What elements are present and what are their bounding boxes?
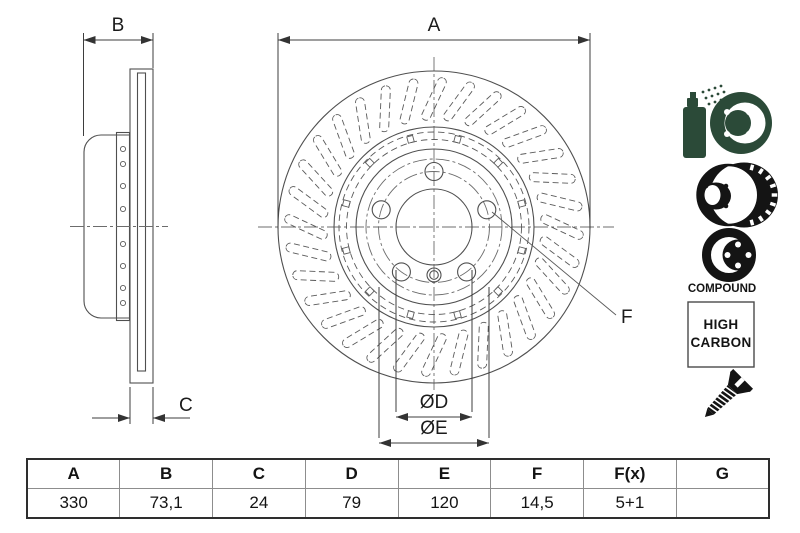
header-cell-e: E: [398, 459, 491, 489]
value-cell-f: 14,5: [491, 489, 584, 519]
high-carbon-badge: [688, 302, 754, 367]
dim-label-b: B: [111, 15, 125, 36]
compound-label: COMPOUND: [687, 283, 757, 295]
hub-bolt: [724, 184, 729, 189]
hub-hole: [724, 109, 730, 115]
dim-label-c: C: [179, 395, 193, 416]
coated-disc-spray-icon: [683, 85, 772, 158]
header-cell-b: B: [120, 459, 213, 489]
header-cell-f: F: [491, 459, 584, 489]
hub-bolt: [704, 184, 709, 189]
value-cell-c: 24: [213, 489, 306, 519]
side-view: [70, 15, 193, 424]
hub-hole: [725, 252, 731, 258]
high-carbon-line1: HIGH: [703, 317, 739, 332]
disc-plates: [130, 69, 153, 383]
dimension-table: [26, 458, 770, 519]
high-carbon-line2: CARBON: [690, 335, 752, 350]
table-header-row: [27, 459, 769, 489]
hub-bolt: [724, 204, 729, 209]
value-cell-d: 79: [305, 489, 398, 519]
header-cell-a: A: [27, 459, 120, 489]
value-cell-fx: 5+1: [584, 489, 677, 519]
value-cell-e: 120: [398, 489, 491, 519]
hub-bolt: [704, 204, 709, 209]
screw-icon: [695, 369, 753, 427]
value-cell-b: 73,1: [120, 489, 213, 519]
dim-label-d: ØD: [419, 392, 449, 413]
vented-disc-icon: [697, 163, 778, 228]
spray-can-cap: [687, 98, 698, 107]
hub-hole: [746, 109, 752, 115]
hub-hole: [735, 242, 741, 248]
hub-hole: [724, 131, 730, 137]
spray-can-body: [683, 107, 706, 158]
dim-label-a: A: [427, 15, 441, 36]
hat-vent-holes: [120, 146, 125, 305]
header-cell-d: D: [305, 459, 398, 489]
header-cell-c: C: [213, 459, 306, 489]
hub-hole: [746, 252, 752, 258]
header-cell-fx: F(x): [584, 459, 677, 489]
table-value-row: [27, 489, 769, 519]
header-cell-g: G: [676, 459, 769, 489]
hub-hole: [746, 131, 752, 137]
value-cell-g: [676, 489, 769, 519]
front-view: [258, 15, 633, 443]
icon-column: [683, 85, 778, 427]
dim-label-e: ØE: [420, 418, 448, 439]
spray-can-nozzle: [690, 92, 696, 98]
value-cell-a: 330: [27, 489, 120, 519]
dim-label-f: F: [621, 307, 633, 328]
compound-disc-icon: [688, 233, 756, 296]
vent-channel: [138, 73, 146, 371]
hub-hole: [735, 263, 741, 269]
